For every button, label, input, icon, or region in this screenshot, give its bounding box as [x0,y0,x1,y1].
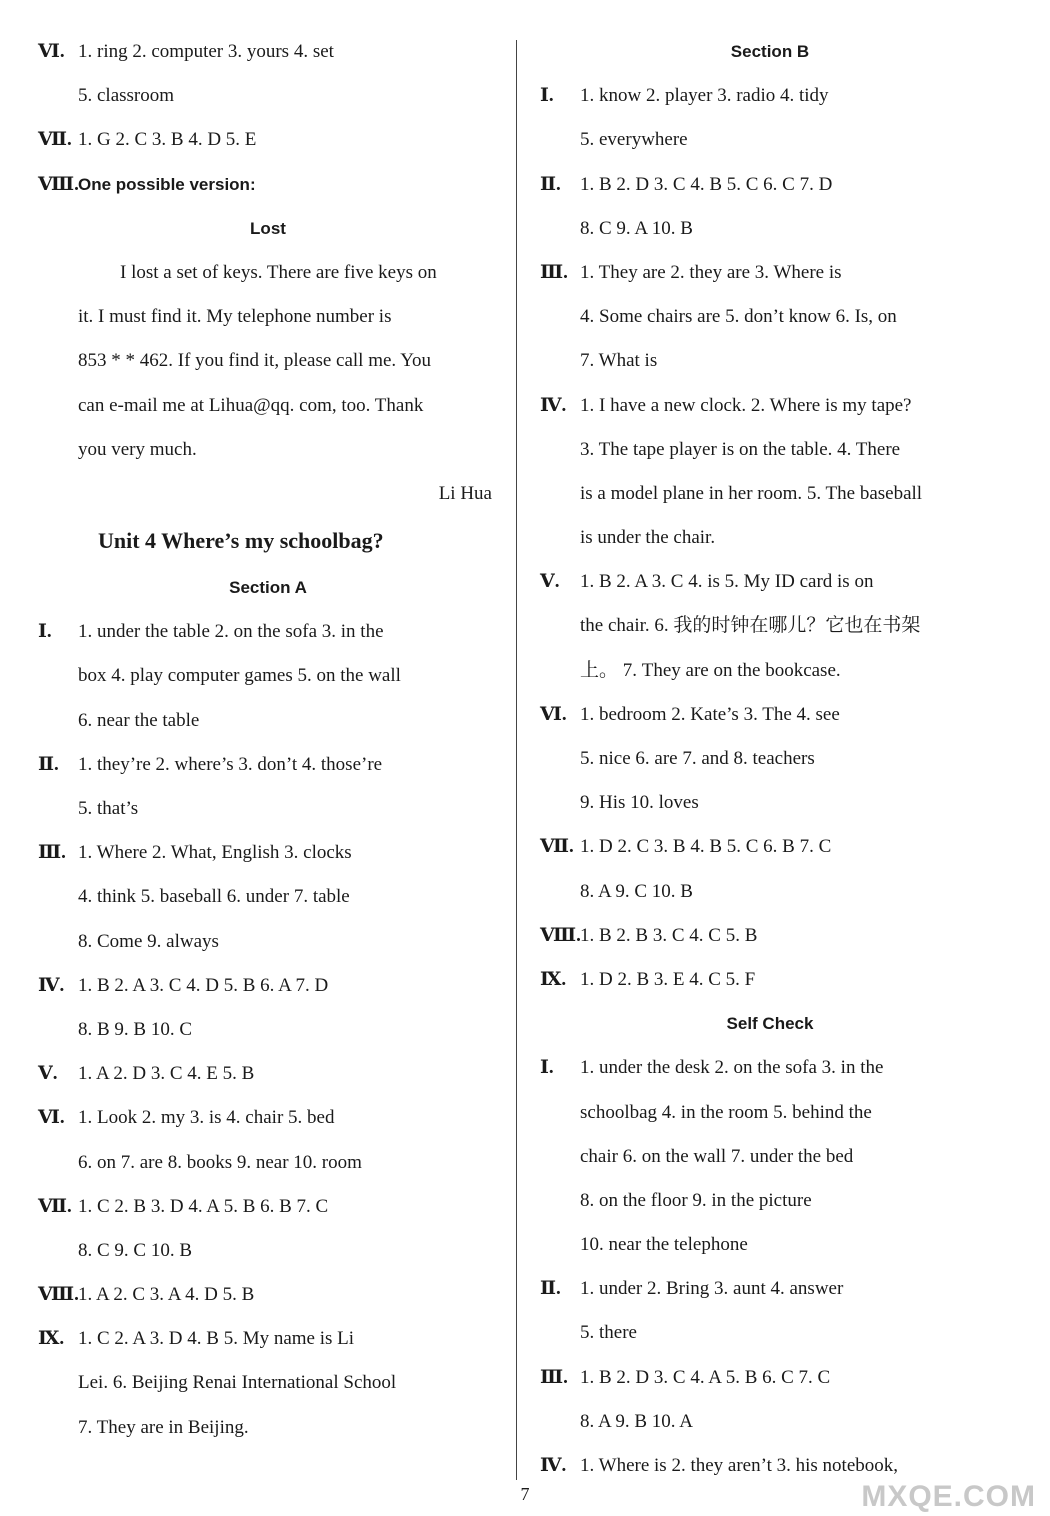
answer-line: 8. C 9. A 10. B [580,217,693,239]
answer-line: 10. near the telephone [580,1234,748,1256]
essay-line: it. I must find it. My telephone number is [78,306,392,328]
answer-line: is under the chair. [580,527,716,549]
answer-line: Ⅷ.1. B 2. B 3. C 4. C 5. B [540,924,758,946]
answer-line: Ⅱ. 1. they’re 2. where’s 3. don’t 4. those’re [38,753,383,775]
answer-line: Ⅶ. 1. C 2. B 3. D 4. A 5. B 6. B 7. C [38,1195,329,1217]
answer-line: schoolbag 4. in the room 5. behind the [580,1101,872,1123]
answer-line: chair 6. on the wall 7. under the bed [580,1145,854,1167]
answer-line: Ⅲ. 1. Where 2. What, English 3. clocks [38,842,352,864]
answer-line: 9. His 10. loves [580,792,699,814]
unit-title: Unit 4 Where’s my schoolbag? [98,528,384,554]
answer-line: 5. that’s [78,798,139,819]
answer-line: Ⅳ. 1. I have a new clock. 2. Where is my tape? [540,394,912,416]
answer-line: Ⅶ. 1. G 2. C 3. B 4. D 5. E [38,129,257,151]
answer-line: 5. nice 6. are 7. and 8. teachers [580,748,815,769]
answer-line: 6. near the table [78,709,200,731]
column-divider [516,40,517,1480]
section-heading: Self Check [726,1014,814,1034]
answer-line: Ⅶ. 1. D 2. C 3. B 4. B 5. C 6. B 7. C [540,836,832,858]
left-column [38,30,498,1450]
answer-line: Lei. 6. Beijing Renai International School [78,1372,397,1394]
answer-line: Ⅵ. 1. ring 2. computer 3. yours 4. set [38,41,334,62]
answer-line: 8. A 9. C 10. B [580,880,693,902]
answer-line: 4. Some chairs are 5. don’t know 6. Is, on [580,306,897,328]
essay-line: you very much. [78,438,197,460]
answer-line: Ⅳ. 1. B 2. A 3. C 4. D 5. B 6. A 7. D [38,974,329,996]
answer-line: Ⅳ. 1. Where is 2. they aren’t 3. his notebook, [540,1455,899,1476]
answer-line: Ⅲ. 1. They are 2. they are 3. Where is [540,261,842,283]
answer-line: 5. classroom [78,85,175,107]
answer-line: 8. Come 9. always [78,930,219,952]
answer-line: Ⅷ.One possible version: [38,173,256,195]
answer-line: is a model plane in her room. 5. The baseball [580,482,923,504]
page-number: 7 [520,1484,530,1504]
answer-line: 8. C 9. C 10. B [78,1239,193,1261]
answer-line: 8. on the floor 9. in the picture [580,1189,812,1211]
answer-line: Ⅰ. 1. under the desk 2. on the sofa 3. in the [540,1057,884,1079]
answer-line: 6. on 7. are 8. books 9. near 10. room [78,1151,362,1173]
answer-line: Ⅸ. 1. D 2. B 3. E 4. C 5. F [540,968,756,990]
answer-line: Ⅴ. 1. A 2. D 3. C 4. E 5. B [38,1063,255,1085]
answer-line: Ⅱ. 1. under 2. Bring 3. aunt 4. answer [540,1278,844,1300]
answer-line: Ⅱ. 1. B 2. D 3. C 4. B 5. C 6. C 7. D [540,173,833,195]
essay-line: can e-mail me at Lihua@qq. com, too. Thank [78,394,424,416]
answer-line: 4. think 5. baseball 6. under 7. table [78,886,350,908]
answer-line: Ⅲ. 1. B 2. D 3. C 4. A 5. B 6. C 7. C [540,1366,831,1388]
essay-line: 853 * * 462. If you find it, please call me. You [78,350,432,372]
answer-line: 5. everywhere [580,129,688,151]
answer-line: Ⅰ. 1. under the table 2. on the sofa 3. in the [38,621,384,643]
essay-title: Lost [250,218,286,238]
watermark-logo: MXQE.COM [861,1480,1036,1513]
answer-line: Ⅵ. 1. Look 2. my 3. is 4. chair 5. bed [38,1107,335,1129]
answer-line: Ⅰ. 1. know 2. player 3. radio 4. tidy [540,85,829,107]
section-heading: Section A [229,578,307,598]
answer-line: 5. there [580,1322,637,1344]
answer-line: Ⅸ. 1. C 2. A 3. D 4. B 5. My name is Li [38,1328,355,1350]
answer-line: 7. They are in Beijing. [78,1416,249,1438]
answer-line: Ⅷ.1. A 2. C 3. A 4. D 5. B [38,1284,255,1306]
answer-line: 7. What is [580,350,658,372]
answer-line: 上。 7. They are on the bookcase. [580,659,841,681]
answer-line: 8. B 9. B 10. C [78,1018,193,1040]
answer-line: Ⅵ. 1. bedroom 2. Kate’s 3. The 4. see [540,703,840,725]
right-column [540,30,1000,1488]
essay-signature: Li Hua [438,482,492,504]
answer-line: box 4. play computer games 5. on the wall [78,665,401,687]
essay-line: I lost a set of keys. There are five keys on [120,261,437,283]
answer-line: 8. A 9. B 10. A [580,1410,693,1432]
answer-line: the chair. 6. 我的时钟在哪儿？它也在书架 [580,615,921,637]
section-heading: Section B [730,42,810,61]
answer-line: Ⅴ. 1. B 2. A 3. C 4. is 5. My ID card is on [540,571,874,593]
answer-line: 3. The tape player is on the table. 4. There [580,438,901,460]
